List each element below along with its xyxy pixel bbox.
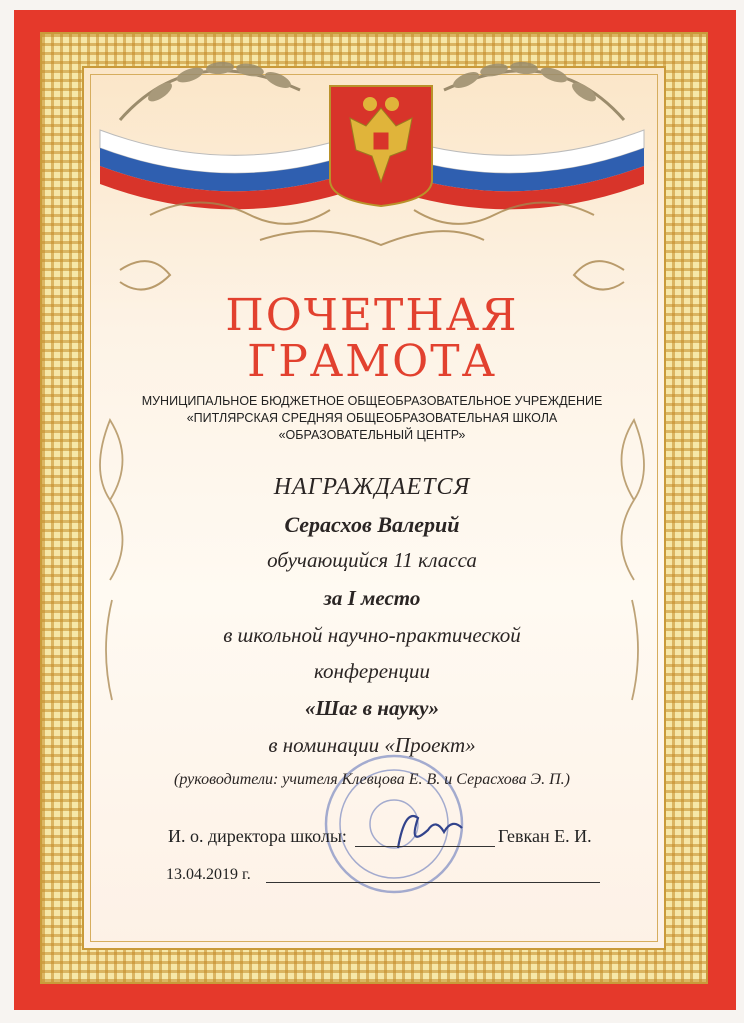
event-line2: конференции: [314, 659, 430, 683]
organization-line2: «ПИТЛЯРСКАЯ СРЕДНЯЯ ОБЩЕОБРАЗОВАТЕЛЬНАЯ ШКОЛА: [186, 411, 558, 425]
signatory-name: Гевкан Е. И.: [498, 826, 592, 846]
event-name: «Шаг в науку»: [305, 696, 439, 720]
certificate-title-line2: ГРАМОТА: [247, 336, 497, 387]
nomination: в номинации «Проект»: [268, 733, 476, 757]
award-place: за I место: [323, 586, 421, 610]
awarded-heading: НАГРАЖДАЕТСЯ: [273, 474, 471, 500]
recipient-grade: обучающийся 11 класса: [267, 548, 477, 572]
laurel-branch-icon: [120, 61, 300, 120]
certificate-title-line1: ПОЧЕТНАЯ: [225, 290, 519, 341]
coat-of-arms-icon: [330, 86, 432, 206]
issue-date: 13.04.2019 г.: [166, 866, 251, 883]
organization-line3: «ОБРАЗОВАТЕЛЬНЫЙ ЦЕНТР»: [278, 428, 466, 442]
event-line1: в школьной научно-практической: [223, 623, 521, 647]
signatory-label: И. о. директора школы:: [168, 826, 347, 846]
organization-line1: МУНИЦИПАЛЬНОЕ БЮДЖЕТНОЕ ОБЩЕОБРАЗОВАТЕЛЬНОЕ УЧРЕЖДЕНИЕ: [141, 394, 603, 408]
signature-line: [355, 846, 495, 847]
supervisors-note: (руководители: учителя Клевцова Е. В. и Серасхова Э. П.): [174, 771, 570, 788]
recipient-name: Серасхов Валерий: [284, 512, 460, 537]
laurel-branch-icon: [444, 61, 624, 120]
scrollwork-ornament: [120, 203, 624, 290]
date-underline: [266, 882, 600, 883]
